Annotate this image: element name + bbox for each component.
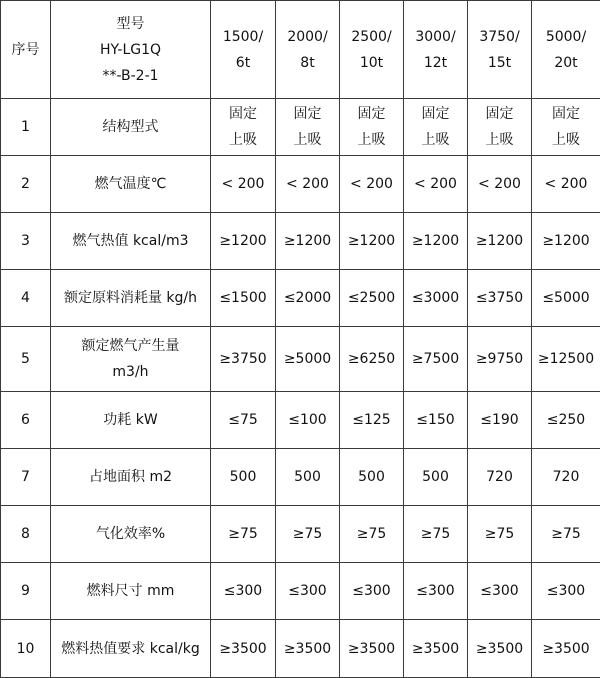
value-line: ≤300 — [213, 578, 273, 604]
value-line: 上吸 — [406, 127, 465, 153]
value-cell — [211, 620, 276, 678]
header-index-cell: 序号 — [1, 1, 51, 99]
header-model-3750 — [468, 1, 532, 99]
value-cell — [404, 213, 468, 270]
value-cell — [532, 563, 600, 620]
value-cell — [468, 506, 532, 563]
value-line: ≥75 — [534, 521, 598, 547]
value-line: ≤5000 — [534, 285, 598, 311]
model-line: 2000/ — [278, 24, 337, 50]
value-cell — [211, 506, 276, 563]
value-cell — [276, 563, 340, 620]
row-label-line: 功耗 kW — [53, 407, 208, 433]
value-line: 固定 — [470, 101, 529, 127]
row-label-cell — [51, 99, 211, 156]
value-cell — [532, 270, 600, 327]
model-line: 5000/ — [534, 24, 598, 50]
row-label-line: 气化效率% — [53, 521, 208, 547]
value-line: 500 — [278, 464, 337, 490]
value-line: ≤1500 — [213, 285, 273, 311]
value-cell — [340, 270, 404, 327]
value-line: ≥75 — [470, 521, 529, 547]
row-label-line: 燃料热值要求 kcal/kg — [53, 636, 208, 662]
row-label-line: 额定原料消耗量 kg/h — [53, 285, 208, 311]
row-label-line: 燃料尺寸 mm — [53, 578, 208, 604]
value-cell — [340, 213, 404, 270]
value-cell — [276, 392, 340, 449]
value-cell — [276, 327, 340, 392]
value-line: ≥12500 — [534, 346, 598, 372]
value-cell — [211, 156, 276, 213]
value-cell — [340, 99, 404, 156]
value-cell — [404, 156, 468, 213]
row-label-cell — [51, 327, 211, 392]
value-cell — [404, 563, 468, 620]
value-line: ≥75 — [406, 521, 465, 547]
row-index-cell: 4 — [1, 270, 51, 327]
value-line: ≥1200 — [213, 228, 273, 254]
value-cell — [404, 327, 468, 392]
row-label-line: 燃气热值 kcal/m3 — [53, 228, 208, 254]
value-cell — [211, 327, 276, 392]
value-cell — [468, 156, 532, 213]
value-cell — [468, 99, 532, 156]
value-line: 720 — [470, 464, 529, 490]
table-row — [1, 270, 600, 327]
value-line: ≤3750 — [470, 285, 529, 311]
header-model-cell — [51, 1, 211, 99]
header-model-line: **-B-2-1 — [53, 63, 208, 89]
value-line: < 200 — [534, 171, 598, 197]
value-cell — [211, 449, 276, 506]
row-index-cell: 1 — [1, 99, 51, 156]
value-line: ≥3500 — [534, 636, 598, 662]
value-line: 720 — [534, 464, 598, 490]
value-line: ≥5000 — [278, 346, 337, 372]
value-line: ≤2000 — [278, 285, 337, 311]
value-cell — [340, 563, 404, 620]
table-row — [1, 563, 600, 620]
value-line: 固定 — [342, 101, 401, 127]
table-row — [1, 449, 600, 506]
row-index-cell: 7 — [1, 449, 51, 506]
value-cell — [532, 449, 600, 506]
row-label-cell — [51, 156, 211, 213]
model-line: 15t — [470, 50, 529, 76]
value-line: ≥75 — [278, 521, 337, 547]
header-model-3000 — [404, 1, 468, 99]
row-index-cell: 10 — [1, 620, 51, 678]
row-index-cell: 9 — [1, 563, 51, 620]
row-label-cell — [51, 620, 211, 678]
model-line: 10t — [342, 50, 401, 76]
value-line: 上吸 — [213, 127, 273, 153]
value-line: ≤125 — [342, 407, 401, 433]
value-line: 500 — [342, 464, 401, 490]
value-cell — [340, 392, 404, 449]
value-line: ≥75 — [342, 521, 401, 547]
header-row — [1, 1, 600, 99]
table-row — [1, 392, 600, 449]
value-line: < 200 — [470, 171, 529, 197]
table-row — [1, 213, 600, 270]
header-model-line: 型号 — [53, 11, 208, 37]
value-cell — [532, 99, 600, 156]
value-line: ≤190 — [470, 407, 529, 433]
value-line: ≤300 — [406, 578, 465, 604]
header-model-2500 — [340, 1, 404, 99]
value-cell — [468, 620, 532, 678]
value-cell — [404, 392, 468, 449]
value-line: ≤3000 — [406, 285, 465, 311]
value-cell — [532, 620, 600, 678]
row-label-cell — [51, 270, 211, 327]
value-line: ≥3500 — [406, 636, 465, 662]
value-line: ≥3750 — [213, 346, 273, 372]
value-cell — [276, 449, 340, 506]
value-line: 固定 — [213, 101, 273, 127]
value-line: ≤300 — [470, 578, 529, 604]
value-cell — [211, 563, 276, 620]
model-line: 20t — [534, 50, 598, 76]
header-model-2000 — [276, 1, 340, 99]
value-cell — [468, 392, 532, 449]
value-cell — [211, 99, 276, 156]
value-line: 上吸 — [342, 127, 401, 153]
value-line: ≥1200 — [534, 228, 598, 254]
value-cell — [468, 563, 532, 620]
value-line: ≤300 — [342, 578, 401, 604]
row-label-cell — [51, 392, 211, 449]
value-cell — [404, 620, 468, 678]
row-index-cell: 3 — [1, 213, 51, 270]
value-line: < 200 — [342, 171, 401, 197]
value-line: ≥6250 — [342, 346, 401, 372]
value-line: 500 — [406, 464, 465, 490]
row-label-line: m3/h — [53, 359, 208, 385]
row-label-cell — [51, 213, 211, 270]
row-label-cell — [51, 563, 211, 620]
value-line: ≤100 — [278, 407, 337, 433]
row-label-cell — [51, 449, 211, 506]
value-line: 固定 — [534, 101, 598, 127]
spec-table-body — [1, 1, 600, 678]
value-line: < 200 — [278, 171, 337, 197]
value-line: ≥75 — [213, 521, 273, 547]
value-cell — [532, 327, 600, 392]
value-line: ≤250 — [534, 407, 598, 433]
row-index-cell: 6 — [1, 392, 51, 449]
value-line: 固定 — [406, 101, 465, 127]
value-cell — [276, 506, 340, 563]
table-row — [1, 99, 600, 156]
value-cell — [532, 213, 600, 270]
value-cell — [404, 449, 468, 506]
value-cell — [211, 213, 276, 270]
value-cell — [468, 449, 532, 506]
value-line: < 200 — [406, 171, 465, 197]
value-line: ≤75 — [213, 407, 273, 433]
value-line: 固定 — [278, 101, 337, 127]
row-index-cell: 8 — [1, 506, 51, 563]
value-line: ≥3500 — [213, 636, 273, 662]
value-cell — [211, 392, 276, 449]
value-line: 上吸 — [278, 127, 337, 153]
value-cell — [340, 327, 404, 392]
row-label-line: 额定燃气产生量 — [53, 333, 208, 359]
value-line: 上吸 — [534, 127, 598, 153]
value-line: ≥9750 — [470, 346, 529, 372]
value-cell — [468, 213, 532, 270]
header-model-line: HY-LG1Q — [53, 37, 208, 63]
value-cell — [340, 506, 404, 563]
value-cell — [340, 449, 404, 506]
value-line: ≥7500 — [406, 346, 465, 372]
row-label-cell — [51, 506, 211, 563]
model-line: 12t — [406, 50, 465, 76]
value-line: ≤300 — [534, 578, 598, 604]
model-line: 1500/ — [213, 24, 273, 50]
model-line: 3000/ — [406, 24, 465, 50]
row-label-line: 占地面积 m2 — [53, 464, 208, 490]
value-cell — [404, 99, 468, 156]
value-line: ≥1200 — [342, 228, 401, 254]
header-model-5000 — [532, 1, 600, 99]
value-cell — [211, 270, 276, 327]
value-cell — [340, 156, 404, 213]
value-cell — [340, 620, 404, 678]
row-index-cell: 2 — [1, 156, 51, 213]
value-cell — [468, 327, 532, 392]
value-cell — [468, 270, 532, 327]
row-label-line: 燃气温度℃ — [53, 171, 208, 197]
table-row — [1, 327, 600, 392]
table-row — [1, 620, 600, 678]
value-line: ≤2500 — [342, 285, 401, 311]
value-line: ≥3500 — [342, 636, 401, 662]
value-line: ≥3500 — [470, 636, 529, 662]
value-line: ≤150 — [406, 407, 465, 433]
value-line: < 200 — [213, 171, 273, 197]
model-line: 8t — [278, 50, 337, 76]
value-line: ≥3500 — [278, 636, 337, 662]
value-cell — [276, 270, 340, 327]
value-line: ≥1200 — [278, 228, 337, 254]
table-row — [1, 506, 600, 563]
value-line: ≥1200 — [470, 228, 529, 254]
model-line: 3750/ — [470, 24, 529, 50]
value-cell — [404, 270, 468, 327]
model-line: 2500/ — [342, 24, 401, 50]
row-index-cell: 5 — [1, 327, 51, 392]
value-cell — [276, 99, 340, 156]
value-cell — [276, 156, 340, 213]
header-model-1500 — [211, 1, 276, 99]
model-line: 6t — [213, 50, 273, 76]
value-cell — [532, 392, 600, 449]
value-line: ≥1200 — [406, 228, 465, 254]
value-cell — [532, 506, 600, 563]
value-cell — [276, 620, 340, 678]
value-line: ≤300 — [278, 578, 337, 604]
row-label-line: 结构型式 — [53, 114, 208, 140]
value-cell — [276, 213, 340, 270]
value-cell — [532, 156, 600, 213]
table-row — [1, 156, 600, 213]
value-cell — [404, 506, 468, 563]
value-line: 500 — [213, 464, 273, 490]
value-line: 上吸 — [470, 127, 529, 153]
